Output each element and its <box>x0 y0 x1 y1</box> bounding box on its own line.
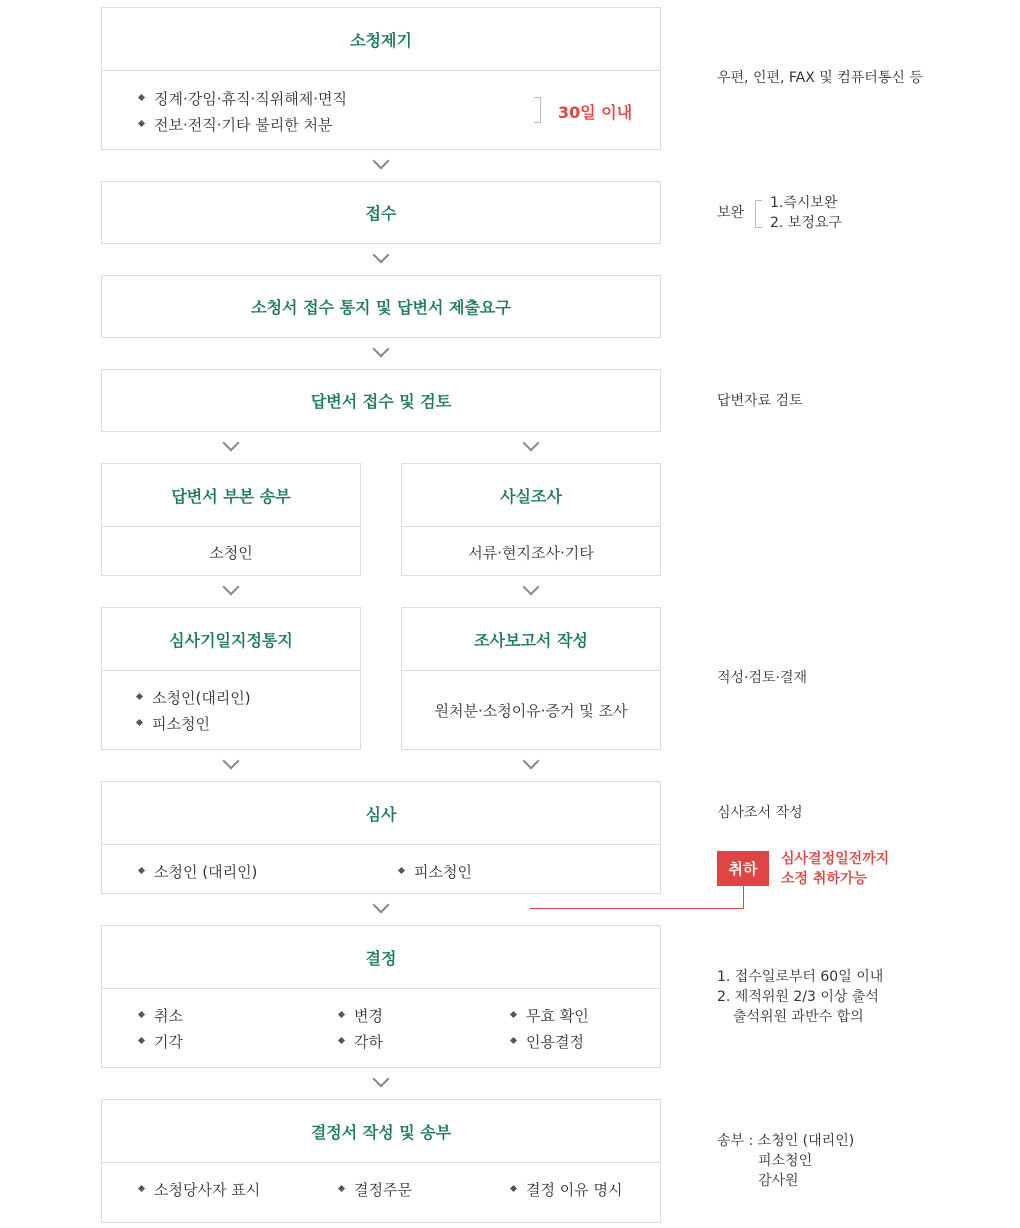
list-item: 소청당사자 표시 <box>138 1179 260 1200</box>
chevron-down-icon <box>523 435 540 452</box>
step-fact-finding <box>401 463 661 576</box>
step-body <box>102 989 660 1067</box>
step-receipt <box>101 181 661 244</box>
step-title: 심사기일지정통지 <box>102 608 360 671</box>
list-item: 결정 이유 명시 <box>510 1179 622 1200</box>
step-title: 소청제기 <box>102 8 660 71</box>
note-drafting: 적성·검토·결재 <box>717 670 808 686</box>
step-title: 조사보고서 작성 <box>402 608 660 671</box>
withdraw-connector <box>530 886 744 909</box>
chevron-down-icon <box>373 341 390 358</box>
list-item: 소청인(대리인) <box>136 687 251 708</box>
note-delivery: 송부 : 소청인 (대리인) <box>717 1133 855 1149</box>
step-title: 답변서 부본 송부 <box>102 464 360 527</box>
step-title: 결정 <box>102 926 660 989</box>
note-decision-rule: 2. 제적위원 2/3 이상 출석 <box>717 989 879 1005</box>
step-decision-document <box>101 1099 661 1223</box>
chevron-down-icon <box>523 753 540 770</box>
note-supplement-item: 2. 보정요구 <box>770 215 842 231</box>
chevron-down-icon <box>373 897 390 914</box>
note-decision-rule: 1. 접수일로부터 60일 이내 <box>717 969 884 985</box>
note-hearing-record: 심사조서 작성 <box>717 805 803 821</box>
step-hearing <box>101 781 661 894</box>
note-submission-methods: 우편, 인편, FAX 및 컴퓨터통신 등 <box>717 70 923 86</box>
step-hearing-date-notice <box>101 607 361 750</box>
step-body <box>102 71 660 149</box>
step-body-text: 서류·현지조사·기타 <box>468 544 594 562</box>
list-item: 전보·전직·기타 불리한 처분 <box>138 114 332 135</box>
list-item: 기각 <box>138 1031 183 1052</box>
supplement-bracket <box>755 200 762 228</box>
list-item: 소청인 (대리인) <box>138 861 257 882</box>
note-supplement-item: 1.즉시보완 <box>770 195 838 211</box>
note-delivery-item: 피소청인 <box>758 1153 813 1169</box>
list-item: 피소청인 <box>136 713 210 734</box>
deadline-bracket <box>534 97 541 123</box>
step-answer-review <box>101 369 661 432</box>
list-item: 인용결정 <box>510 1031 584 1052</box>
list-item: 각하 <box>338 1031 383 1052</box>
step-body-text: 원처분·소청이유·증거 및 조사 <box>434 702 628 720</box>
withdraw-note-line: 소정 취하가능 <box>781 871 868 887</box>
chevron-down-icon <box>223 753 240 770</box>
withdraw-badge: 취하 <box>717 851 769 886</box>
list-item: 징계·강임·휴직·직위해제·면직 <box>138 88 347 109</box>
step-title: 접수 <box>365 204 397 223</box>
deadline-label: 30일 이내 <box>558 103 633 122</box>
step-body <box>102 671 360 749</box>
chevron-down-icon <box>523 579 540 596</box>
step-body <box>402 671 660 749</box>
step-title: 사실조사 <box>402 464 660 527</box>
note-delivery-item: 감사원 <box>758 1173 799 1189</box>
step-investigation-report <box>401 607 661 750</box>
withdraw-note-line: 심사결정일전까지 <box>781 851 890 867</box>
step-body-text: 소청인 <box>209 544 253 562</box>
step-title: 소청서 접수 통지 및 답변서 제출요구 <box>251 298 511 317</box>
step-body <box>102 527 360 575</box>
note-answer-review: 답변자료 검토 <box>717 393 803 409</box>
chevron-down-icon <box>373 247 390 264</box>
step-body <box>102 1163 660 1222</box>
note-supplement-label: 보완 <box>717 205 745 221</box>
chevron-down-icon <box>223 435 240 452</box>
list-item: 취소 <box>138 1005 183 1026</box>
note-decision-rule: 출석위원 과반수 합의 <box>733 1009 864 1025</box>
step-answer-copy <box>101 463 361 576</box>
chevron-down-icon <box>373 1071 390 1088</box>
step-title: 답변서 접수 및 검토 <box>310 392 452 411</box>
step-decision <box>101 925 661 1068</box>
step-title: 결정서 작성 및 송부 <box>102 1100 660 1163</box>
chevron-down-icon <box>373 153 390 170</box>
list-item: 피소청인 <box>398 861 472 882</box>
chevron-down-icon <box>223 579 240 596</box>
list-item: 무효 확인 <box>510 1005 589 1026</box>
step-notification <box>101 275 661 338</box>
list-item: 결정주문 <box>338 1179 412 1200</box>
step-body <box>402 527 660 575</box>
step-title: 심사 <box>102 782 660 845</box>
step-complaint-filing <box>101 7 661 150</box>
list-item: 변경 <box>338 1005 383 1026</box>
